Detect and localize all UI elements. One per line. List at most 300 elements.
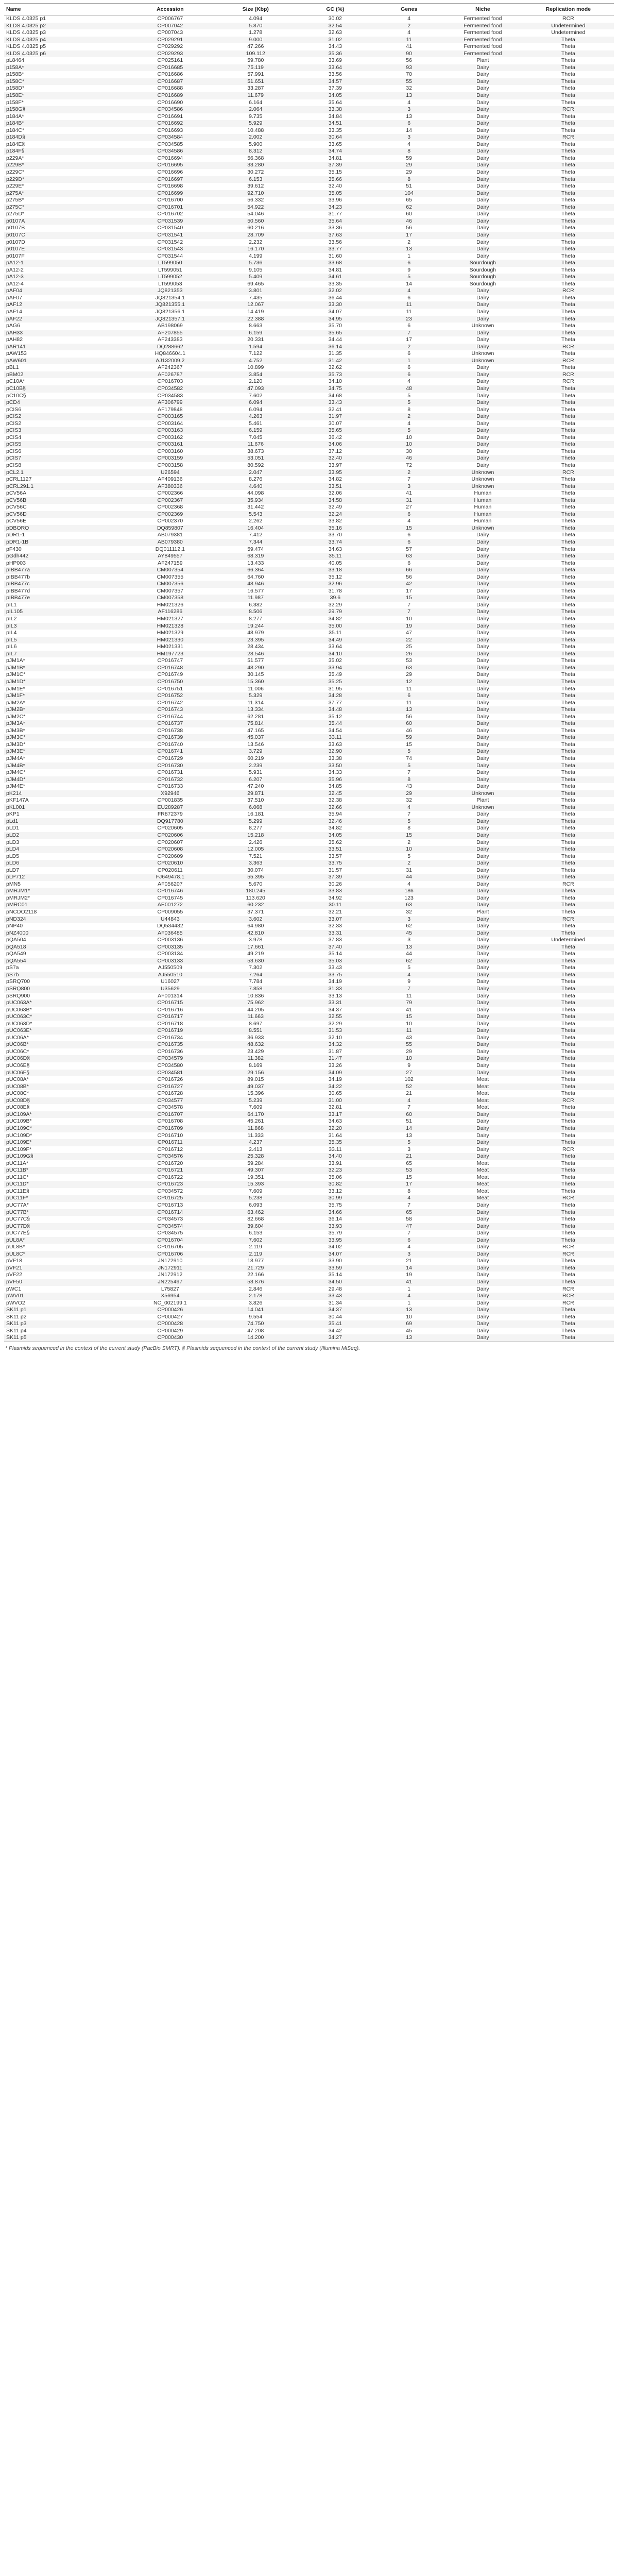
cell-gc: 33.64 [328,64,342,71]
cell-niche: Dairy [476,811,489,818]
cell-gc: 33.36 [328,225,342,231]
cell-replication-mode: Theta [561,392,575,399]
cell-genes: 62 [406,957,412,964]
table-row [4,769,614,776]
cell-accession: JQ821353 [158,287,183,294]
cell-accession: CP003135 [157,943,183,950]
cell-name: pIBB477b [6,573,30,580]
cell-replication-mode: Theta [561,448,575,454]
cell-size: 18.977 [247,1258,264,1264]
cell-replication-mode: Theta [561,678,575,685]
table-row [4,316,614,323]
cell-niche: Dairy [476,308,489,315]
cell-size: 6.159 [249,329,263,336]
cell-replication-mode: Theta [561,790,575,796]
cell-name: pS7b [6,971,19,978]
cell-replication-mode: RCR [562,378,574,385]
cell-name: pIL4 [6,630,17,636]
cell-replication-mode: Theta [561,1048,575,1055]
cell-gc: 33.57 [328,853,342,859]
cell-size: 22.166 [247,1272,264,1278]
cell-gc: 32.02 [328,287,342,294]
cell-gc: 35.49 [328,671,342,678]
cell-accession: X56954 [161,1293,180,1299]
cell-name: pS7a [6,964,19,971]
cell-replication-mode: Theta [561,713,575,720]
cell-genes: 7 [407,986,411,992]
cell-genes: 66 [406,567,412,573]
cell-gc: 34.95 [328,315,342,322]
cell-replication-mode: Theta [561,441,575,448]
cell-gc: 34.85 [328,783,342,790]
cell-gc: 32.21 [328,909,342,915]
cell-accession: CP001835 [157,797,183,804]
cell-replication-mode: Theta [561,1307,575,1313]
cell-accession: CP016737 [157,720,183,727]
cell-genes: 29 [406,671,412,678]
cell-accession: CP016721 [157,1167,183,1174]
cell-accession: CP002369 [157,511,183,517]
cell-name: pLD2 [6,832,20,838]
table-row [4,301,614,309]
cell-name: pKP1 [6,811,20,818]
cell-replication-mode: Theta [561,120,575,127]
cell-size: 28.709 [247,231,264,238]
cell-replication-mode: Theta [561,727,575,734]
cell-name: pUC06E§ [6,1062,30,1069]
cell-name: p184E§ [6,141,25,147]
cell-accession: DQ917780 [157,818,183,824]
cell-name: pUC08A* [6,1076,29,1083]
plasmid-table [4,3,614,1342]
cell-genes: 23 [406,315,412,322]
table-row [4,330,614,337]
cell-niche: Plant [476,909,489,915]
cell-gc: 33.74 [328,539,342,546]
cell-replication-mode: Theta [561,1236,575,1243]
table-row [4,1174,614,1181]
cell-genes: 53 [406,1167,412,1174]
cell-size: 6.068 [249,804,263,810]
cell-replication-mode: Theta [561,497,575,503]
cell-replication-mode: Theta [561,776,575,783]
table-row [4,1300,614,1307]
cell-replication-mode: Theta [561,867,575,873]
cell-size: 6.382 [249,601,263,608]
cell-gc: 37.40 [328,943,342,950]
table-row [4,909,614,916]
cell-niche: Dairy [476,713,489,720]
cell-genes: 29 [406,162,412,168]
cell-name: pCV56D [6,511,27,517]
cell-size: 12.005 [247,846,264,853]
cell-genes: 4 [407,971,411,978]
cell-size: 29.156 [247,1069,264,1076]
table-row [4,853,614,860]
cell-gc: 34.63 [328,546,342,552]
cell-name: pMN5 [6,880,21,887]
cell-size: 4.237 [249,1139,263,1146]
table-row [4,225,614,232]
cell-accession: CP016745 [157,894,183,901]
cell-replication-mode: Theta [561,622,575,629]
cell-replication-mode: Theta [561,183,575,190]
cell-replication-mode: Theta [561,546,575,552]
table-row [4,23,614,30]
cell-genes: 47 [406,630,412,636]
cell-niche: Unknown [471,357,494,364]
cell-gc: 33.11 [329,1146,342,1153]
cell-name: pCIS6 [6,406,22,413]
cell-name: pJM4A* [6,755,25,761]
cell-name: pUC11C* [6,1174,29,1180]
cell-gc: 33.26 [328,1062,342,1069]
table-row [4,790,614,798]
cell-name: p229A* [6,155,24,161]
table-row [4,43,614,50]
cell-name: pNCDO2118 [6,909,37,915]
table-row [4,630,614,637]
cell-name: p0107E [6,246,25,252]
cell-gc: 33.70 [328,532,342,538]
cell-niche: Unknown [471,350,494,357]
cell-gc: 33.59 [328,1264,342,1271]
cell-accession: CP016716 [157,1006,183,1013]
table-row [4,232,614,239]
cell-size: 89.015 [247,1076,264,1083]
cell-replication-mode: Theta [561,1223,575,1229]
column-header-name: Name [4,4,125,15]
cell-size: 5.931 [249,769,263,776]
cell-size: 7.045 [249,434,263,440]
cell-replication-mode: Theta [561,741,575,748]
cell-name: pUC109A* [6,1111,32,1117]
cell-gc: 30.26 [328,880,342,887]
cell-name: pQA504 [6,937,26,943]
cell-accession: CP003136 [157,937,183,943]
table-row [4,183,614,190]
cell-name: pL8464 [6,57,25,64]
cell-niche: Fermented food [464,15,502,22]
cell-genes: 15 [406,832,412,838]
cell-genes: 10 [406,1313,412,1320]
cell-niche: Meat [476,1195,489,1201]
cell-genes: 6 [407,323,411,329]
cell-size: 180.245 [246,888,266,894]
cell-niche: Dairy [476,664,489,671]
cell-gc: 35.64 [328,217,342,224]
cell-accession: CP016714 [157,1209,183,1215]
cell-name: pJM3E* [6,748,25,755]
cell-size: 56.368 [247,155,264,161]
table-row [4,1167,614,1174]
cell-name: pSRQ800 [6,986,30,992]
cell-gc: 35.03 [328,957,342,964]
cell-size: 29.871 [247,790,264,796]
cell-name: pIBB477e [6,595,30,601]
table-row [4,281,614,288]
cell-replication-mode: Theta [561,1104,575,1111]
cell-gc: 34.50 [328,1278,342,1285]
cell-genes: 6 [407,532,411,538]
table-row [4,1293,614,1300]
cell-accession: CP034582 [157,385,183,392]
cell-name: p0107C [6,231,25,238]
cell-accession: CP034572 [157,1188,183,1194]
cell-name: p275D* [6,211,25,217]
cell-genes: 13 [375,1334,443,1342]
cell-accession: DQ859807 [157,524,183,531]
cell-gc: 33.68 [328,260,342,266]
cell-name: pUC06C* [6,1048,29,1055]
cell-replication-mode: Theta [561,92,575,99]
cell-size: 2.426 [249,839,263,845]
cell-replication-mode: Theta [561,1153,575,1160]
cell-replication-mode: Theta [561,720,575,727]
table-row [4,964,614,972]
cell-niche: Dairy [476,839,489,845]
table-row [4,1272,614,1279]
cell-replication-mode: RCR [562,1293,574,1299]
cell-niche: Meat [476,1160,489,1166]
cell-accession: DQ288662 [157,343,183,350]
cell-name: p184B* [6,120,24,127]
cell-niche: Dairy [476,1250,489,1257]
table-row [4,287,614,295]
cell-accession: CP016709 [157,1125,183,1131]
cell-niche: Human [474,504,492,511]
cell-genes: 21 [406,1153,412,1160]
cell-niche: Dairy [476,1327,489,1334]
cell-accession: AF247159 [158,560,183,566]
cell-gc: 33.38 [328,106,342,113]
table-row [4,727,614,735]
cell-niche: Dairy [476,239,489,245]
cell-size: 8.663 [249,323,263,329]
cell-niche: Meat [476,1104,489,1111]
cell-genes: 31 [406,867,412,873]
cell-replication-mode: Theta [561,50,575,57]
cell-gc: 31.00 [328,1097,342,1104]
cell-name: pIL6 [6,643,17,650]
cell-genes: 62 [406,923,412,929]
cell-gc: 35.35 [328,1139,342,1146]
cell-name: pA12-3 [6,274,24,280]
cell-accession: CP020605 [157,825,183,832]
table-header [4,4,614,15]
cell-genes: 5 [407,748,411,755]
cell-gc: 34.19 [328,978,342,985]
cell-size: 5.543 [249,511,263,517]
cell-genes: 26 [406,650,412,657]
cell-genes: 41 [406,1006,412,1013]
cell-genes: 29 [406,790,412,796]
cell-genes: 41 [406,490,412,497]
cell-name: pND324 [6,916,26,922]
cell-niche: Dairy [476,148,489,155]
cell-replication-mode: Theta [561,274,575,280]
cell-niche: Fermented food [464,22,502,29]
cell-gc: 32.62 [328,364,342,371]
cell-genes: 6 [407,364,411,371]
cell-genes: 90 [406,50,412,57]
cell-niche: Dairy [476,1041,489,1048]
table-row [4,539,614,546]
cell-accession: CP029291 [157,36,183,43]
cell-replication-mode: Theta [561,601,575,608]
cell-genes: 29 [406,1048,412,1055]
cell-accession: CP016702 [157,211,183,217]
cell-name: pAF04 [6,287,22,294]
cell-niche: Dairy [476,406,489,413]
cell-genes: 22 [406,636,412,643]
cell-niche: Dairy [476,1139,489,1146]
cell-genes: 4 [407,29,411,36]
cell-genes: 14 [406,280,412,287]
cell-gc: 30.11 [329,902,342,908]
table-row [4,581,614,588]
cell-accession: CM007354 [157,567,184,573]
cell-replication-mode: RCR [562,1195,574,1201]
cell-name: pVF50 [6,1278,22,1285]
cell-niche: Dairy [476,92,489,99]
cell-genes: 44 [406,951,412,957]
table-row [4,567,614,574]
cell-accession: CP020606 [157,832,183,838]
cell-genes: 2 [407,413,411,420]
cell-size: 3.801 [249,287,263,294]
cell-accession: CP034574 [157,1223,183,1229]
cell-size: 6.094 [249,399,263,406]
cell-accession: CP002370 [157,518,183,524]
cell-replication-mode: Theta [561,420,575,427]
cell-genes: 11 [406,992,412,999]
cell-gc: 33.82 [328,518,342,524]
cell-size: 21.729 [247,1264,264,1271]
cell-size: 30.145 [247,671,264,678]
cell-accession: CM007358 [157,595,184,601]
cell-genes: 56 [406,57,412,64]
cell-niche: Dairy [443,1334,523,1342]
cell-name: pUC08E§ [6,1104,30,1111]
cell-genes: 45 [406,929,412,936]
cell-gc: 35.14 [328,951,342,957]
cell-size: 48.979 [247,630,264,636]
cell-gc: 33.30 [328,301,342,308]
table-row [4,700,614,707]
column-header-replication-mode: Replication mode [523,4,614,15]
cell-size: 3.602 [249,916,263,922]
column-header-size: Size (Kbp) [216,4,296,15]
cell-niche: Dairy [476,560,489,566]
cell-size: 75.962 [247,999,264,1006]
cell-replication-mode: Theta [561,1006,575,1013]
cell-gc: 33.12 [328,1188,342,1194]
table-row [4,602,614,609]
cell-niche: Dairy [476,1320,489,1327]
cell-replication-mode: Theta [561,1272,575,1278]
cell-size: 19.244 [247,622,264,629]
cell-accession: CP016718 [157,1020,183,1027]
cell-accession: JQ821354.1 [155,294,185,301]
cell-niche: Dairy [476,434,489,440]
cell-name: pUL8B* [6,1244,25,1250]
cell-niche: Dairy [476,120,489,127]
cell-gc: 34.61 [328,274,342,280]
table-row [4,916,614,923]
cell-gc: 32.96 [328,581,342,587]
cell-size: 33.287 [247,85,264,92]
cell-name: pIL5 [6,636,17,643]
cell-niche: Dairy [476,225,489,231]
cell-replication-mode: Theta [561,1264,575,1271]
cell-size: 47.266 [247,43,264,50]
cell-size: 15.396 [247,1090,264,1097]
cell-name: pLD1 [6,825,20,832]
cell-niche: Dairy [476,371,489,378]
table-row [4,623,614,630]
cell-replication-mode: RCR [562,1097,574,1104]
cell-size: 2.002 [249,134,263,141]
table-row [4,532,614,539]
cell-genes: 6 [407,692,411,699]
cell-niche: Dairy [476,287,489,294]
cell-gc: 29.79 [328,608,342,615]
cell-size: 49.037 [247,1083,264,1090]
cell-genes: 69 [406,1320,412,1327]
cell-name: pWC1 [6,1285,22,1292]
cell-gc: 33.95 [328,1236,342,1243]
cell-size: 11.663 [247,1013,264,1020]
table-row [4,748,614,755]
cell-niche: Dairy [476,999,489,1006]
cell-niche: Dairy [476,699,489,706]
cell-genes: 6 [407,560,411,566]
cell-gc: 32.29 [328,601,342,608]
cell-replication-mode: Theta [561,141,575,147]
table-row [4,1244,614,1251]
cell-niche: Dairy [476,106,489,113]
cell-name: pJM4D* [6,776,26,783]
cell-genes: 8 [407,148,411,155]
cell-accession: CP016739 [157,734,183,741]
cell-replication-mode: Theta [561,336,575,343]
table-row [4,113,614,121]
cell-niche: Dairy [476,364,489,371]
cell-gc: 34.74 [328,148,342,155]
cell-genes: 19 [406,1272,412,1278]
cell-genes: 5 [407,427,411,434]
cell-niche: Dairy [476,636,489,643]
cell-genes: 65 [406,197,412,204]
cell-gc: 34.06 [328,441,342,448]
cell-niche: Dairy [476,923,489,929]
table-row [4,574,614,581]
cell-name: p158D* [6,85,25,92]
cell-gc: 34.28 [328,692,342,699]
cell-niche: Dairy [476,246,489,252]
cell-niche: Unknown [471,524,494,531]
cell-name: pCD4 [6,399,20,406]
cell-name: p158E* [6,92,24,99]
cell-niche: Dairy [476,392,489,399]
cell-genes: 70 [406,71,412,78]
table-row [4,204,614,211]
cell-accession: LT599052 [158,274,182,280]
cell-accession: AB079380 [157,539,183,546]
cell-genes: 11 [406,699,412,706]
cell-gc: 35.65 [328,329,342,336]
